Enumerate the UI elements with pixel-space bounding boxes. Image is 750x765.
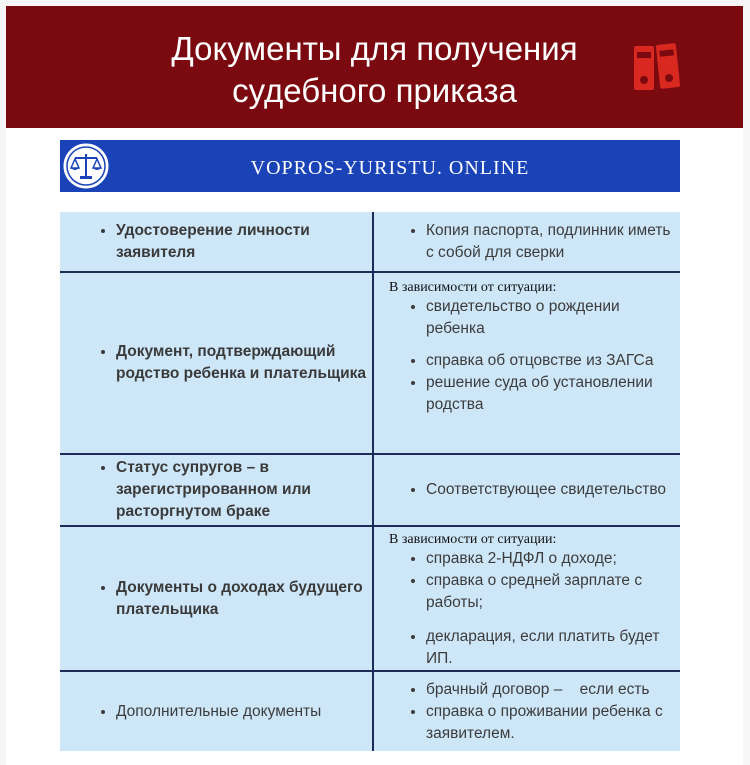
detail-item: • справка об отцовстве из ЗАГСа [426,350,680,372]
table-row [60,454,680,526]
title-line-2: судебного приказа [232,72,517,109]
detail-item: • справка 2-НДФЛ о доходе; [426,548,680,570]
document-cell [60,272,373,454]
detail-item: • решение суда об установлении родства [426,372,680,416]
table-row [60,272,680,454]
document-name: • Документы о доходах будущего плательщика [116,577,372,621]
table-row [60,212,680,272]
details-cell [373,212,680,272]
title-line-1: Документы для получения [171,30,578,67]
banner-text: VOPROS-YURISTU. ONLINE [250,157,530,179]
document-name: • Статус супругов – в зарегистрированном или расторгнутом браке [116,457,372,523]
document-cell [60,212,373,272]
detail-intro: В зависимости от ситуации: [389,532,557,547]
document-name: • Документ, подтверждающий родство ребенка и плательщика [116,341,372,385]
table-row [60,526,680,671]
detail-item: • свидетельство о рождении ребенка [426,296,680,340]
detail-intro: В зависимости от ситуации: [389,280,557,295]
document-cell [60,526,373,671]
binders-icon [632,42,684,94]
header [6,6,743,128]
details-cell [373,671,680,751]
site-banner [60,140,680,192]
details-cell [373,272,680,454]
document-name: • Дополнительные документы [116,701,372,723]
detail-item: • декларация, если платить будет ИП. [426,626,680,670]
detail-item: • Копия паспорта, подлинник иметь с собой для сверки [426,220,680,264]
detail-item: • Соответствующее свидетельство [426,479,680,501]
scales-icon [60,140,112,192]
document-name: • Удостоверение личности заявителя [116,220,372,264]
documents-table [60,212,680,751]
detail-item: • справка о средней зарплате с работы; [426,570,680,614]
details-cell [373,526,680,671]
document-cell [60,671,373,751]
detail-item: • справка о проживании ребенка с заявителем. [426,701,680,745]
document-cell [60,454,373,526]
details-cell [373,454,680,526]
table-row [60,671,680,751]
detail-item: • брачный договор – если есть [426,679,680,701]
